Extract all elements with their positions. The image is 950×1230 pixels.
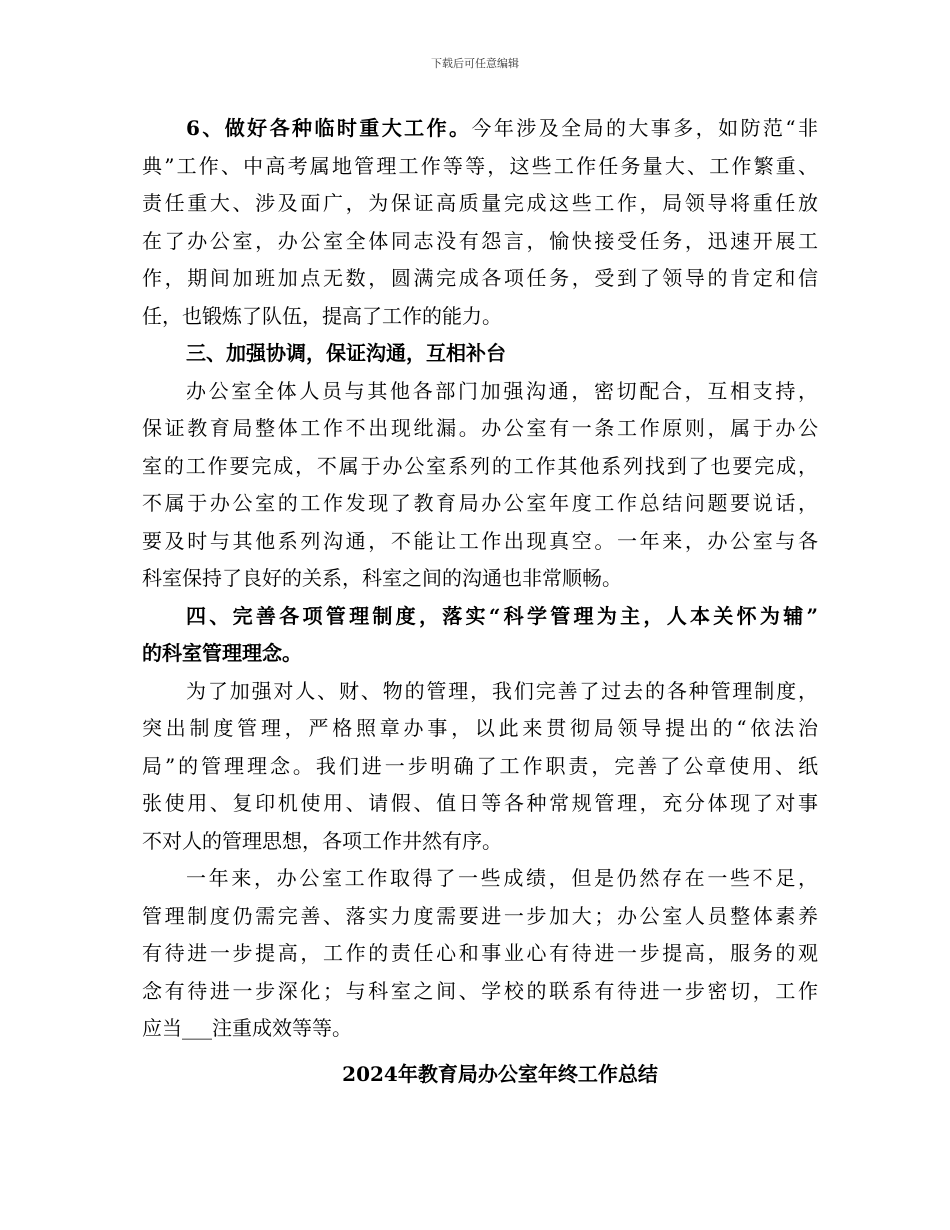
- section-3-heading: 三、加强协调，保证沟通，互相补台: [186, 341, 506, 365]
- paragraph-line: 不对人的管理思想，各项工作井然有序。: [142, 828, 502, 853]
- paragraph-line: 为了加强对人、财、物的管理，我们完善了过去的各种管理制度，: [186, 678, 818, 703]
- paragraph-line: 室的工作要完成，不属于办公室系列的工作其他系列找到了也要完成，: [142, 453, 818, 478]
- paragraph-line: 保证教育局整体工作不出现纰漏。办公室有一条工作原则，属于办公: [142, 416, 818, 440]
- paragraph-line: 应当___注重成效等等。: [142, 1016, 352, 1040]
- section-4-heading-line-2: 的科室管理理念。: [142, 641, 302, 665]
- section-6-heading: 6、做好各种临时重大工作。: [186, 116, 472, 140]
- paragraph-line: 典”工作、中高考属地管理工作等等，这些工作任务量大、工作繁重、: [142, 153, 818, 178]
- paragraph-line: 办公室全体人员与其他各部门加强沟通，密切配合，互相支持，: [186, 378, 818, 403]
- paragraph-line: 责任重大、涉及面广，为保证高质量完成这些工作，局领导将重任放: [142, 191, 818, 215]
- paragraph-line: 念有待进一步深化；与科室之间、学校的联系有待进一步密切，工作: [142, 978, 818, 1003]
- paragraph-line: 要及时与其他系列沟通，不能让工作出现真空。一年来，办公室与各: [142, 528, 818, 553]
- document-body: [142, 110, 818, 1093]
- paragraph-line: 科室保持了良好的关系，科室之间的沟通也非常顺畅。: [142, 566, 622, 590]
- paragraph-line: 作，期间加班加点无数，圆满完成各项任务，受到了领导的肯定和信: [142, 266, 818, 290]
- paragraph-line: 管理制度仍需完善、落实力度需要进一步加大；办公室人员整体素养: [142, 903, 818, 928]
- section-6-line-1: [142, 110, 818, 148]
- paragraph-line: 局”的管理理念。我们进一步明确了工作职责，完善了公章使用、纸: [142, 753, 818, 778]
- paragraph-line: 任，也锻炼了队伍，提高了工作的能力。: [142, 303, 502, 328]
- section-6-text: 今年涉及全局的大事多，如防范“非: [471, 116, 818, 140]
- paragraph-line: 一年来，办公室工作取得了一些成绩，但是仍然存在一些不足，: [186, 866, 818, 890]
- paragraph-line: 张使用、复印机使用、请假、值日等各种常规管理，充分体现了对事: [142, 791, 818, 815]
- page-header: 下载后可任意编辑: [431, 57, 519, 70]
- paragraph-line: 突出制度管理，严格照章办事，以此来贯彻局领导提出的“依法治: [142, 716, 818, 740]
- paragraph-line: 不属于办公室的工作发现了教育局办公室年度工作总结问题要说话，: [142, 491, 818, 515]
- next-document-title: 2024年教育局办公室年终工作总结: [342, 1061, 658, 1086]
- paragraph-line: 有待进一步提高，工作的责任心和事业心有待进一步提高，服务的观: [142, 941, 818, 965]
- paragraph-line: 在了办公室，办公室全体同志没有怨言，愉快接受任务，迅速开展工: [142, 228, 818, 253]
- section-4-heading-line-1: 四、完善各项管理制度，落实“科学管理为主，人本关怀为辅”: [186, 603, 818, 628]
